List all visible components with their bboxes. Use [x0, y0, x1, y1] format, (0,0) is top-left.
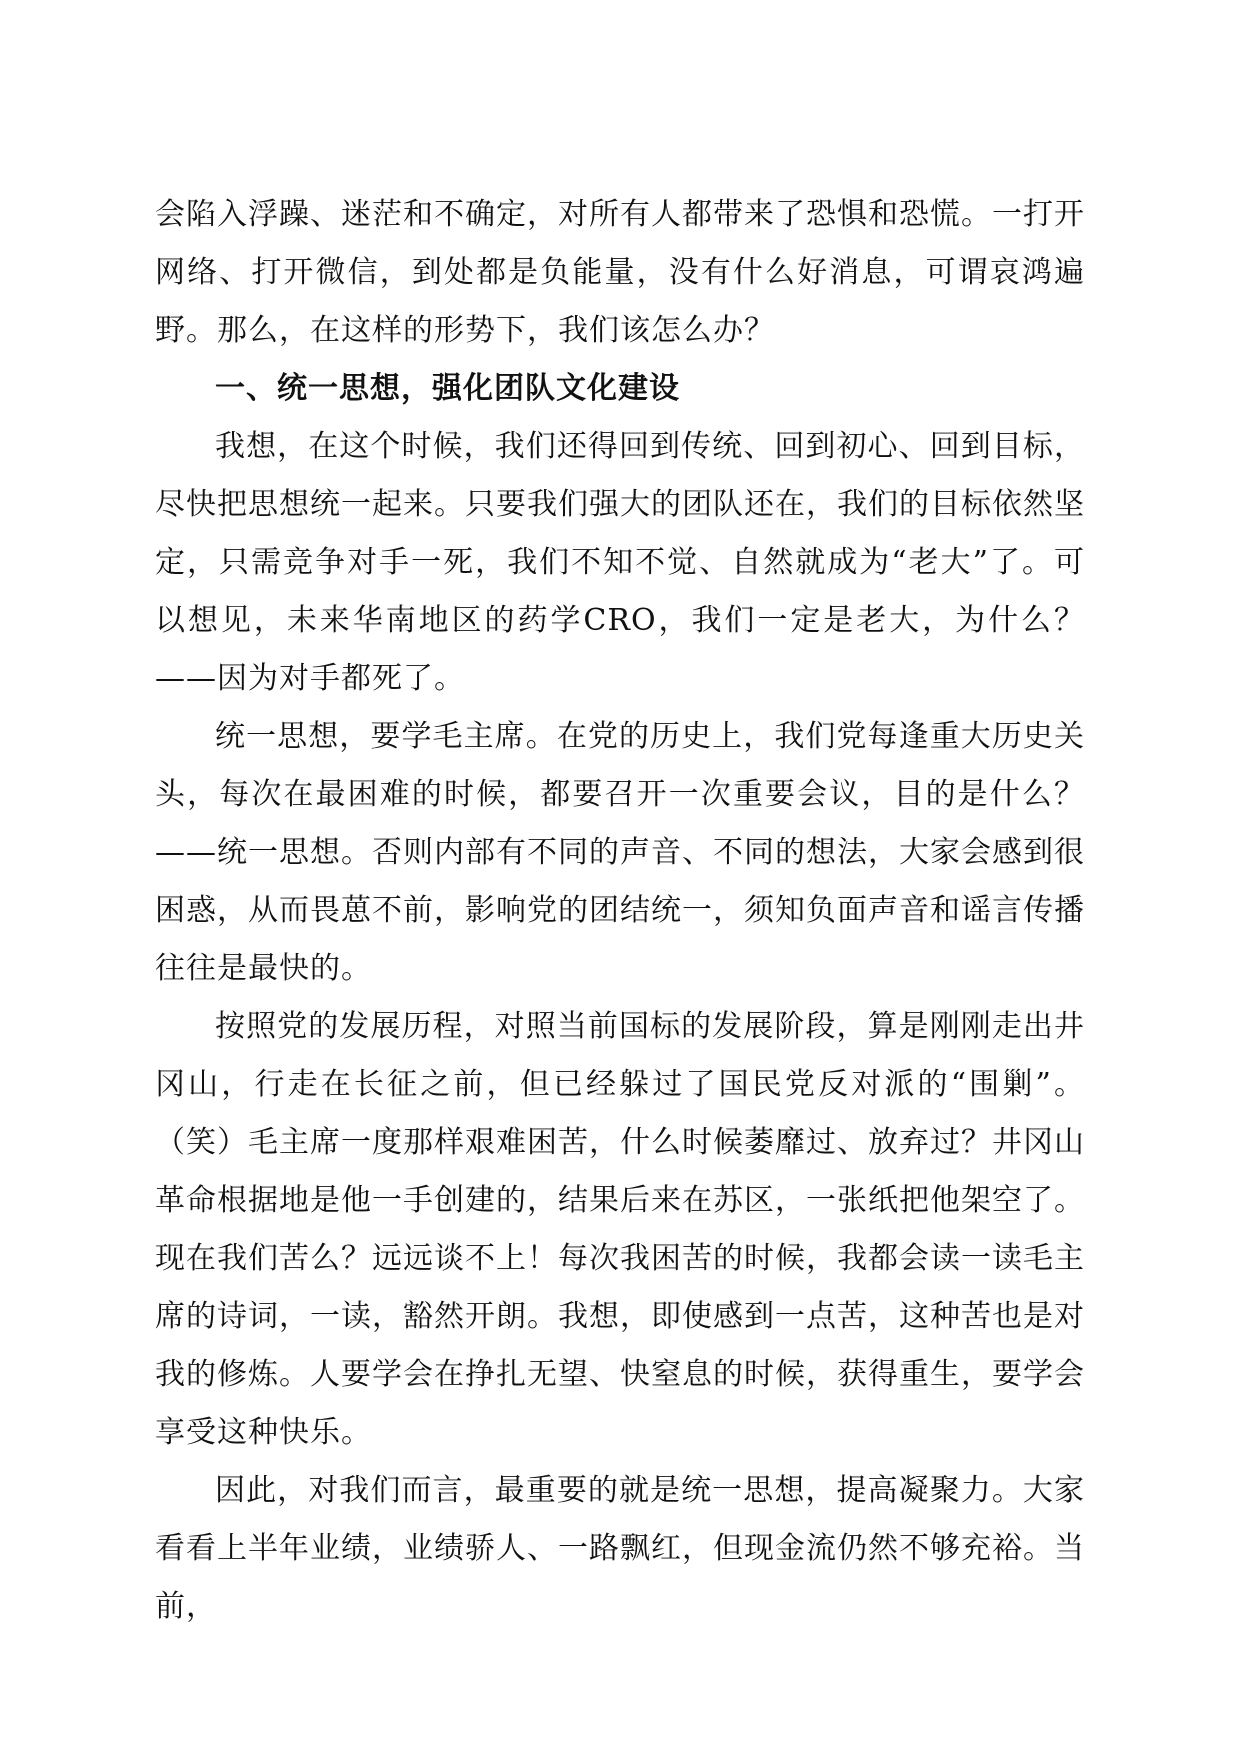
document-body — [155, 186, 1085, 1636]
section-heading: 一、统一思想，强化团队文化建设 — [215, 371, 680, 406]
body-paragraph: 统一思想，要学毛主席。在党的历史上，我们党每逢重大历史关头，每次在最困难的时候，都要召开一次重要会议，目的是什么？——统一思想。否则内部有不同的声音、不同的想法，大家会感到很困惑，从而畏葸不前，影响党的团结统一，须知负面声音和谣言传播往往是最快的。 — [155, 719, 1085, 986]
body-paragraph: 因此，对我们而言，最重要的就是统一思想，提高凝聚力。大家看看上半年业绩，业绩骄人、一路飘红，但现金流仍然不够充裕。当前， — [155, 1473, 1085, 1624]
continuation-paragraph: 会陷入浮躁、迷茫和不确定，对所有人都带来了恐惧和恐慌。一打开网络、打开微信，到处都是负能量，没有什么好消息，可谓哀鸿遍野。那么，在这样的形势下，我们该怎么办？ — [155, 197, 1085, 348]
body-paragraph: 按照党的发展历程，对照当前国标的发展阶段，算是刚刚走出井冈山，行走在长征之前，但已经躲过了国民党反对派的“围剿”。（笑）毛主席一度那样艰难困苦，什么时候萎靡过、放弃过？井冈山革命根据地是他一手创建的，结果后来在苏区，一张纸把他架空了。现在我们苦么？远远谈不上！每次我困苦的时候，我都会读一读毛主席的诗词，一读，豁然开朗。我想，即使感到一点苦，这种苦也是对我的修炼。人要学会在挣扎无望、快窒息的时候，获得重生，要学会享受这种快乐。 — [155, 1009, 1085, 1450]
body-paragraph: 我想，在这个时候，我们还得回到传统、回到初心、回到目标，尽快把思想统一起来。只要我们强大的团队还在，我们的目标依然坚定，只需竞争对手一死，我们不知不觉、自然就成为“老大”了。可以想见，未来华南地区的药学CRO，我们一定是老大，为什么？——因为对手都死了。 — [155, 429, 1085, 696]
